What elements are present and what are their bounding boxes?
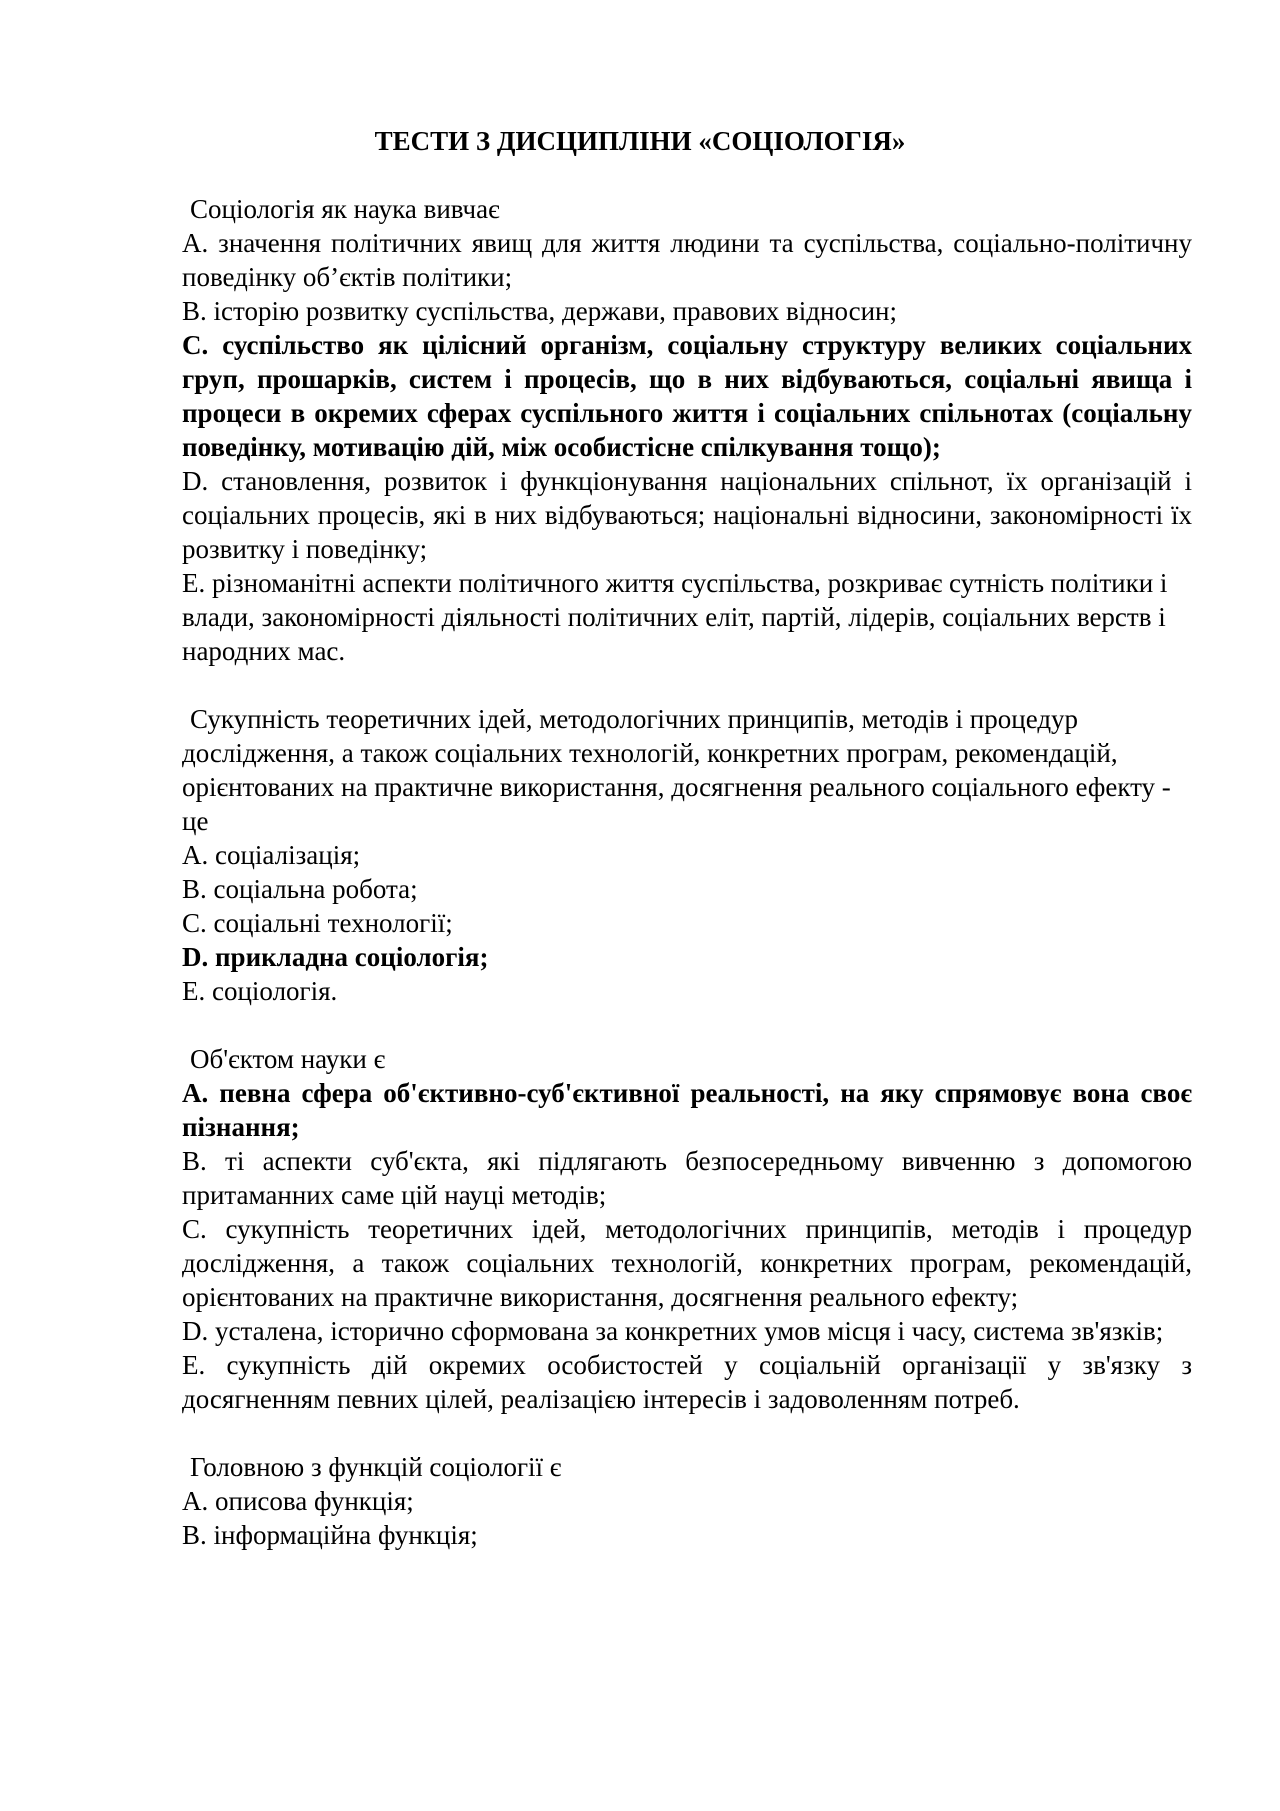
answer-option-e: Е. сукупність дій окремих особистостей у соціальній організації у зв'язку з досягненням певних цілей, реалізацією інтересів і задоволенням потреб. bbox=[182, 1350, 1192, 1414]
question-stem: Сукупність теоретичних ідей, методологічних принципів, методів і процедур дослідження, а також соціальних технологій, конкретних програм, рекомендацій, орієнтованих на практичне використання, досягнення реального соціального ефекту - це bbox=[182, 704, 1171, 836]
answer-option-c-correct: С. суспільство як цілісний організм, соціальну структуру великих соціальних груп, прошарків, систем і процесів, що в них відбуваються, соціальні явища і процеси в окремих сферах суспільного життя і соціальних спільнотах (соціальну поведінку, мотивацію дій, між особистісне спілкування тощо); bbox=[182, 330, 1192, 462]
question-2 bbox=[182, 702, 1192, 1008]
answer-option-b: В. історію розвитку суспільства, держави, правових відносин; bbox=[182, 296, 898, 326]
answer-option-e: Е. різноманітні аспекти політичного життя суспільства, розкриває сутність політики і влади, закономірності діяльності політичних еліт, партій, лідерів, соціальних верств і народних мас. bbox=[182, 568, 1168, 666]
answer-option-e: Е. соціологія. bbox=[182, 976, 338, 1006]
answer-option-b: В. інформаційна функція; bbox=[182, 1520, 478, 1550]
question-stem: Головною з функцій соціології є bbox=[190, 1452, 562, 1482]
question-stem: Соціологія як наука вивчає bbox=[190, 194, 500, 224]
answer-option-a: А. значення політичних явищ для життя людини та суспільства, соціально-політичну поведінку об’єктів політики; bbox=[182, 228, 1192, 292]
document-content bbox=[182, 192, 1192, 1586]
answer-option-a: А. описова функція; bbox=[182, 1486, 414, 1516]
answer-option-a-correct: А. певна сфера об'єктивно-суб'єктивної реальності, на яку спрямовує вона своє пізнання; bbox=[182, 1078, 1192, 1142]
question-stem: Об'єктом науки є bbox=[190, 1044, 386, 1074]
answer-option-c: С. соціальні технології; bbox=[182, 908, 453, 938]
answer-option-d-correct: D. прикладна соціологія; bbox=[182, 942, 489, 972]
answer-option-a: А. соціалізація; bbox=[182, 840, 361, 870]
answer-option-d: D. становлення, розвиток і функціонування національних спільнот, їх організацій і соціальних процесів, які в них відбуваються; національні відносини, закономірності їх розвитку і поведінку; bbox=[182, 466, 1192, 564]
answer-option-b: В. ті аспекти суб'єкта, які підлягають безпосередньому вивченню з допомогою притаманних саме цій науці методів; bbox=[182, 1146, 1192, 1210]
document-title: ТЕСТИ З ДИСЦИПЛІНИ «СОЦІОЛОГІЯ» bbox=[374, 126, 906, 156]
question-4 bbox=[182, 1450, 1192, 1552]
answer-option-d: D. усталена, історично сформована за конкретних умов місця і часу, система зв'язків; bbox=[182, 1316, 1164, 1346]
question-3 bbox=[182, 1042, 1192, 1416]
question-1 bbox=[182, 192, 1192, 668]
answer-option-c: С. сукупність теоретичних ідей, методологічних принципів, методів і процедур дослідження, а також соціальних технологій, конкретних програм, рекомендацій, орієнтованих на практичне використання, досягнення реального ефекту; bbox=[182, 1214, 1192, 1312]
answer-option-b: В. соціальна робота; bbox=[182, 874, 418, 904]
